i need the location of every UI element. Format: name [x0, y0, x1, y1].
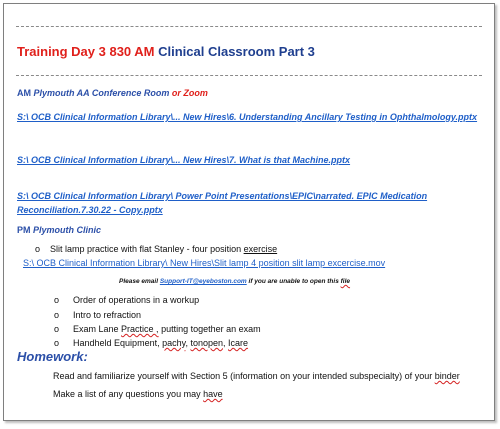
homework-heading: Homework: [17, 349, 88, 364]
am-zoom: or Zoom [169, 88, 208, 98]
homework-item: Make a list of any questions you may have [53, 389, 223, 399]
list-item: o Order of operations in a workup [54, 295, 200, 305]
list-item: o Exam Lane Practice , putting together an exam [54, 324, 261, 334]
pm-label: PM [17, 225, 34, 235]
am-location [17, 88, 208, 98]
homework-item: Read and familiarize yourself with Section 5 (information on your intended subspecialty) of your binder [53, 371, 460, 381]
slit-lamp-item: o Slit lamp practice with flat Stanley - four position exercise [35, 244, 278, 254]
pm-location [17, 225, 101, 235]
link-epic-med-rec-cont[interactable]: Reconciliation.7.30.22 - Copy.pptx [17, 205, 163, 215]
page-title [17, 44, 315, 59]
am-label: AM [17, 88, 34, 98]
link-slit-lamp-video[interactable]: S:\ OCB Clinical Information Library\ New Hires\Slit lamp 4 position slit lamp excercise.mov [23, 258, 386, 268]
link-ancillary-testing[interactable]: S:\ OCB Clinical Information Library\... New Hires\6. Understanding Ancillary Testing in Ophthalmology.pptx [17, 112, 478, 122]
pm-place: Plymouth Clinic [33, 225, 102, 235]
link-epic-med-rec[interactable]: S:\ OCB Clinical Information Library\ Power Point Presentations\EPIC\narrated. EPIC Medication [17, 191, 428, 201]
title-time: Training Day 3 830 AM [17, 44, 155, 59]
title-divider [16, 75, 482, 76]
bullet-circle: o [35, 244, 41, 254]
top-divider [16, 26, 482, 27]
am-place: Plymouth AA Conference Room [33, 88, 170, 98]
support-note: Please email Support-IT@eyeboston.com if you are unable to open this file [119, 278, 351, 285]
title-session: Clinical Classroom Part 3 [154, 44, 315, 59]
list-item: o Handheld Equipment, pachy, tonopen, Icare [54, 338, 249, 348]
list-item: o Intro to refraction [54, 310, 142, 320]
support-email-link[interactable]: Support-IT@eyeboston.com [159, 278, 247, 285]
link-what-is-that-machine[interactable]: S:\ OCB Clinical Information Library\... New Hires\7. What is that Machine.pptx [17, 155, 351, 165]
document-page [3, 3, 495, 421]
